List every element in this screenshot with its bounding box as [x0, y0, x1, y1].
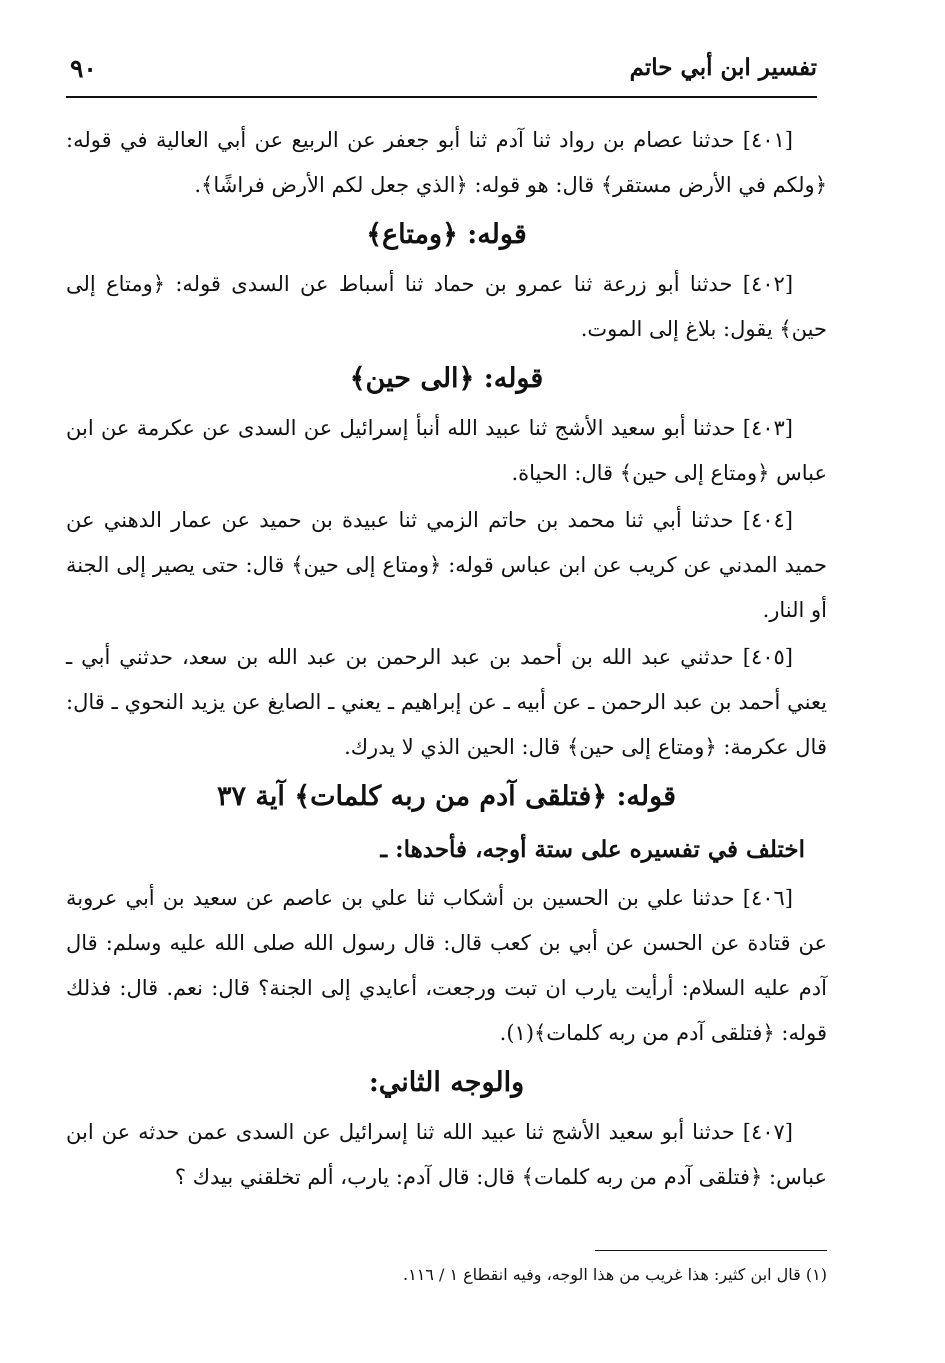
paragraph-402: [٤٠٢] حدثنا أبو زرعة ثنا عمرو بن حماد ثنا أسباط عن السدى قوله: ﴿ومتاع إلى حين﴾ يقول: بلاغ إلى الموت.	[66, 272, 827, 341]
page-number: ٩٠	[70, 54, 97, 83]
page-header	[66, 52, 817, 92]
book-title: تفسير ابن أبي حاتم	[629, 54, 817, 81]
subheading-six-views: اختلف في تفسيره على ستة أوجه، فأحدها: ـ	[380, 836, 805, 863]
paragraph-403: [٤٠٣] حدثنا أبو سعيد الأشج ثنا عبيد الله أنبأ إسرائيل عن السدى عن عكرمة عن ابن عباس ﴿ومتاع إلى حين﴾ قال: الحياة.	[66, 416, 827, 485]
heading-wa-mataa: قوله: ﴿ومتاع﴾	[366, 219, 527, 250]
heading-ila-hin: قوله: ﴿الى حين﴾	[349, 363, 544, 394]
page-body	[66, 118, 827, 1200]
paragraph-406: [٤٠٦] حدثنا علي بن الحسين بن أشكاب ثنا علي بن عاصم عن سعيد بن أبي عروبة عن قتادة عن الحسن عن أبي بن كعب قال: قال رسول الله صلى الله عليه وسلم: قال آدم عليه السلام: أرأيت يارب ان تبت ورجعت، أعايدي إلى الجنة؟ قال: نعم. قال: فذلك قوله: ﴿فتلقى آدم من ربه كلمات﴾(١).	[66, 886, 827, 1045]
footnote-rule	[595, 1250, 827, 1251]
paragraph-401: [٤٠١] حدثنا عصام بن رواد ثنا آدم ثنا أبو جعفر عن الربيع عن أبي العالية في قوله: ﴿ولكم في الأرض مستقر﴾ قال: هو قوله: ﴿الذي جعل لكم الأرض فراشًا﴾.	[66, 128, 827, 197]
heading-ayah-37: قوله: ﴿فتلقى آدم من ربه كلمات﴾ آية ٣٧	[217, 781, 676, 812]
paragraph-404: [٤٠٤] حدثنا أبي ثنا محمد بن حاتم الزمي ثنا عبيدة بن حميد عن عمار الدهني عن حميد المدني عن كريب عن ابن عباس قوله: ﴿ومتاع إلى حين﴾ قال: حتى يصير إلى الجنة أو النار.	[66, 508, 827, 622]
paragraph-407: [٤٠٧] حدثنا أبو سعيد الأشج ثنا عبيد الله ثنا إسرائيل عن السدى عمن حدثه عن ابن عباس: ﴿فتلقى آدم من ربه كلمات﴾ قال: قال آدم: يارب، ألم تخلقني بيدك ؟	[66, 1120, 827, 1189]
paragraph-405: [٤٠٥] حدثني عبد الله بن أحمد بن عبد الرحمن بن عبد الله بن سعد، حدثني أبي ـ يعني أحمد بن عبد الرحمن ـ عن أبيه ـ عن إبراهيم ـ يعني ـ الصايغ عن يزيد النحوي ـ قال: قال عكرمة: ﴿ومتاع إلى حين﴾ قال: الحين الذي لا يدرك.	[66, 645, 827, 759]
header-rule	[66, 96, 817, 98]
heading-second-view: والوجه الثاني:	[368, 1067, 525, 1098]
footnote: (١) قال ابن كثير: هذا غريب من هذا الوجه، وفيه انقطاع ١ / ١١٦.	[403, 1265, 827, 1284]
